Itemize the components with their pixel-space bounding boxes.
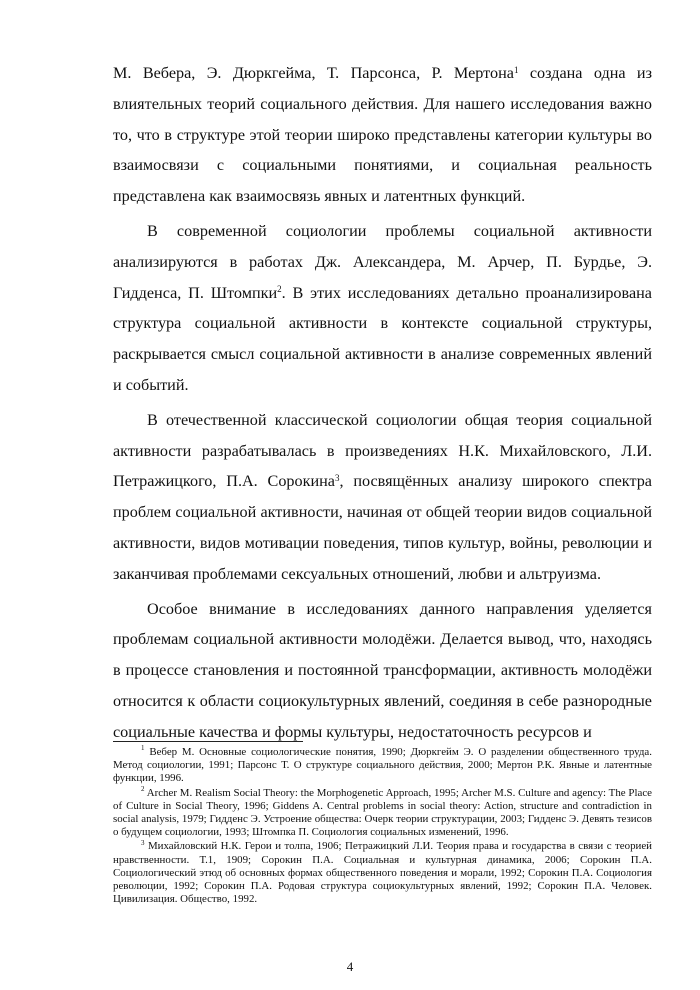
paragraph: [113, 216, 652, 401]
footnote: [113, 840, 652, 906]
paragraph-text: , посвящённых анализу широкого спектра проблем социальной активности, начиная от общей теории видов социальной активности, видов мотивации поведения, типов культур, войны, революции и заканчивая проблемами сексуальных отношений, любви и альтруизма.: [113, 472, 652, 583]
footnote-text: Archer M. Realism Social Theory: the Morphogenetic Approach, 1995; Archer M.S. Culture and agency: The Place of Culture in Social Theory, 1996; Giddens A. Central problems in social theory: Action, structure and contradiction in social analysis, 1979; Гидденс Э. Устроение общества: Очерк теории структурации, 2003; Гидденс Э. Девять тезисов о будущем социологии, 1993; Штомпка П. Социология социальных изменений, 1996.: [113, 786, 653, 839]
footnote-ref[interactable]: 2: [277, 284, 282, 295]
paragraph-text: М. Вебера, Э. Дюркгейма, Т. Парсонса, Р. Мертона: [113, 64, 514, 82]
paragraph-text: Особое внимание в исследованиях данного направления уделяется проблемам социальной активности молодёжи. Делается вывод, что, находясь в процессе становления и постоянной трансформации, активность молодёжи относится к области социокультурных явлений, соединяя в себе разнородные социальные качества и формы культуры, недостаточность ресурсов и: [113, 599, 652, 741]
footnote-number: 3: [141, 838, 145, 847]
footnote-number: 2: [141, 784, 145, 793]
footnote-ref[interactable]: 3: [334, 472, 340, 483]
footnote: [113, 746, 652, 786]
main-text: [113, 58, 652, 752]
paragraph: [113, 58, 652, 212]
footnote-separator: [113, 741, 303, 742]
paragraph: [113, 405, 652, 590]
footnote-text: Михайловский Н.К. Герои и толпа, 1906; Петражицкий Л.И. Теория права и государства в связи с теорией нравственности. Т.1, 1909; Сорокин П.А. Социальная и культурная динамика, 2006; Сорокин П.А. Социологический этюд об основных формах общественного поведения и морали, 1992; Сорокин П.А. Социология революции, 1992; Сорокин П.А. Родовая структура социокультурных явлений, 1992; Сорокин П.А. Человек. Цивилизация. Общество, 1992.: [113, 840, 652, 906]
footnote-text: Вебер М. Основные социологические понятия, 1990; Дюркгейм Э. О разделении общественного труда. Метод социологии, 1991; Парсонс Т. О структуре социального действия, 2000; Мертон Р.К. Явные и латентные функции, 1996.: [113, 746, 652, 785]
footnote: [113, 784, 653, 840]
page-number: 4: [346, 959, 354, 974]
paragraph-text: создана одна из влиятельных теорий социального действия. Для нашего исследования важно то, что в структуре этой теории широко представлены категории культуры во взаимосвязи с социальными понятиями, и социальная реальность представлена как взаимосвязь явных и латентных функций.: [113, 64, 652, 206]
paragraph-text: В отечественной классической социологии общая теория социальной активности разрабатывалась в произведениях Н.К. Михайловского, Л.И. Петражицкого, П.А. Сорокина: [113, 410, 652, 491]
footnote-number: 1: [141, 744, 145, 753]
paragraph: [113, 594, 652, 748]
footnotes: [113, 746, 652, 907]
footnote-ref[interactable]: 1: [513, 64, 519, 75]
paragraph-text: . В этих исследованиях детально проанализирована структура социальной активности в контексте социальной структуры, раскрывается смысл социальной активности в анализе современных явлений и событий.: [113, 283, 652, 394]
paragraph-text: В современной социологии проблемы социальной активности анализируются в работах Дж. Александера, М. Арчер, П. Бурдье, Э. Гидденса, П. Штомпки: [113, 221, 652, 302]
